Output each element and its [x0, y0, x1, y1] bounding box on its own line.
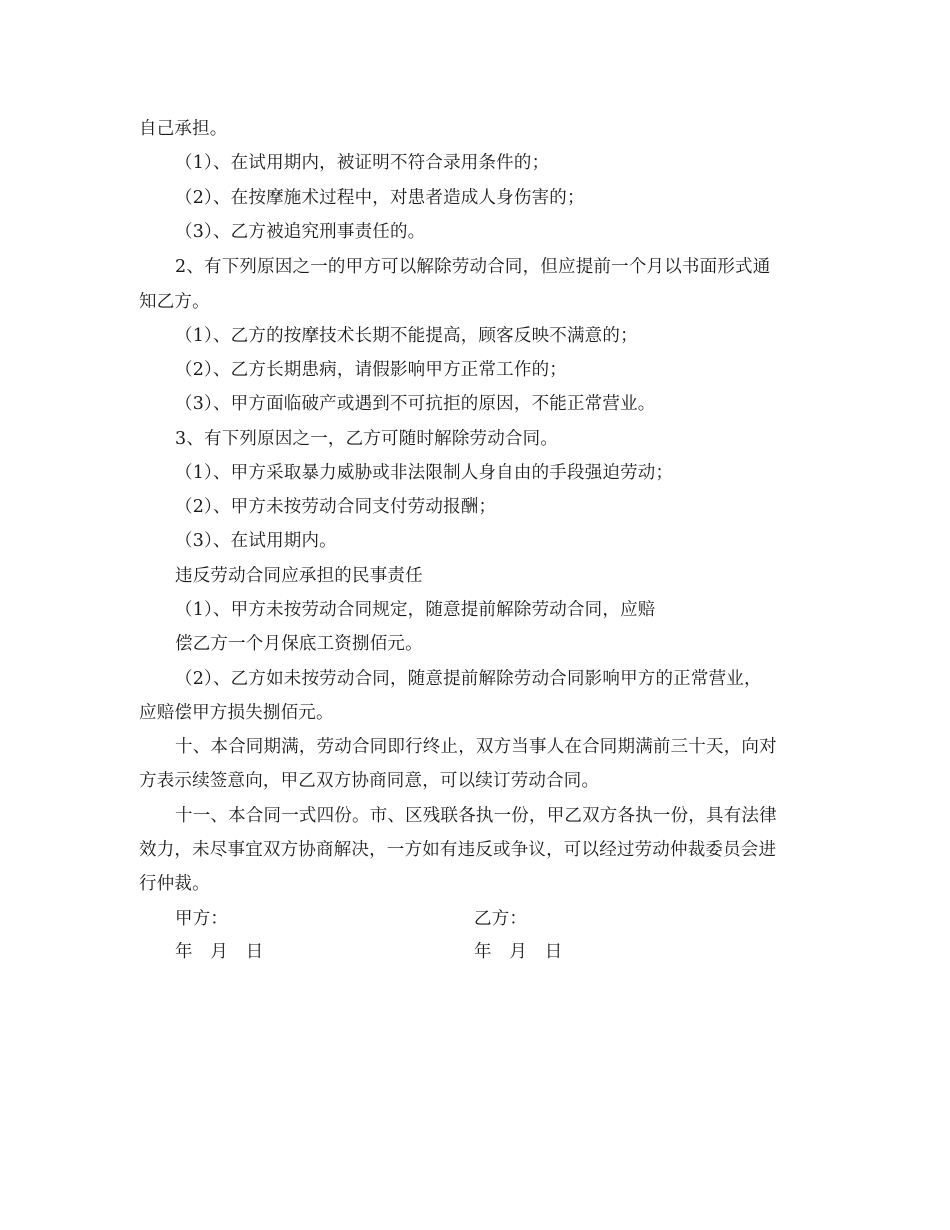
text-line: 偿乙方一个月保底工资捌佰元。	[175, 634, 423, 654]
text-line: 自己承担。	[139, 119, 228, 139]
text-line: 效力，未尽事宜双方协商解决，一方如有违反或争议，可以经过劳动仲裁委员会进	[139, 840, 777, 860]
text-line: （1）、甲方采取暴力威胁或非法限制人身自由的手段强迫劳动；	[175, 463, 674, 483]
text-line: 方表示续签意向，甲乙双方协商同意，可以续订劳动合同。	[139, 771, 600, 791]
text-line: （1）、甲方未按劳动合同规定，随意提前解除劳动合同，应赔	[175, 600, 656, 620]
text-line: 行仲裁。	[139, 874, 210, 894]
text-line: 3、有下列原因之一，乙方可随时解除劳动合同。	[175, 429, 559, 449]
text-line: （2）、乙方如未按劳动合同，随意提前解除劳动合同影响甲方的正常营业，	[175, 669, 762, 689]
text-line: 十、本合同期满，劳动合同即行终止，双方当事人在合同期满前三十天，向对	[175, 737, 777, 757]
party-a-label: 甲方：	[175, 909, 229, 929]
party-b-date: 年 月 日	[474, 942, 563, 962]
text-line: 十一、本合同一式四份。市、区残联各执一份，甲乙双方各执一份，具有法律	[175, 806, 777, 826]
party-b-label: 乙方：	[474, 909, 528, 929]
text-line: （1）、乙方的按摩技术长期不能提高，顾客反映不满意的；	[175, 326, 638, 346]
party-a-date: 年 月 日	[175, 942, 264, 962]
text-line: 知乙方。	[139, 292, 210, 312]
text-line: （2）、乙方长期患病，请假影响甲方正常工作的；	[175, 360, 567, 380]
text-line: 2、有下列原因之一的甲方可以解除劳动合同，但应提前一个月以书面形式通	[175, 257, 771, 277]
text-line: 应赔偿甲方损失捌佰元。	[139, 703, 334, 723]
text-line: （3）、乙方被追究刑事责任的。	[175, 222, 426, 242]
text-line: （1）、在试用期内，被证明不符合录用条件的；	[175, 153, 550, 173]
text-line: （3）、甲方面临破产或遇到不可抗拒的原因，不能正常营业。	[175, 394, 656, 414]
text-line: （3）、在试用期内。	[175, 531, 337, 551]
text-line: （2）、在按摩施术过程中，对患者造成人身伤害的；	[175, 188, 585, 208]
text-line: （2）、甲方未按劳动合同支付劳动报酬；	[175, 497, 497, 517]
section-heading: 违反劳动合同应承担的民事责任	[175, 566, 423, 586]
